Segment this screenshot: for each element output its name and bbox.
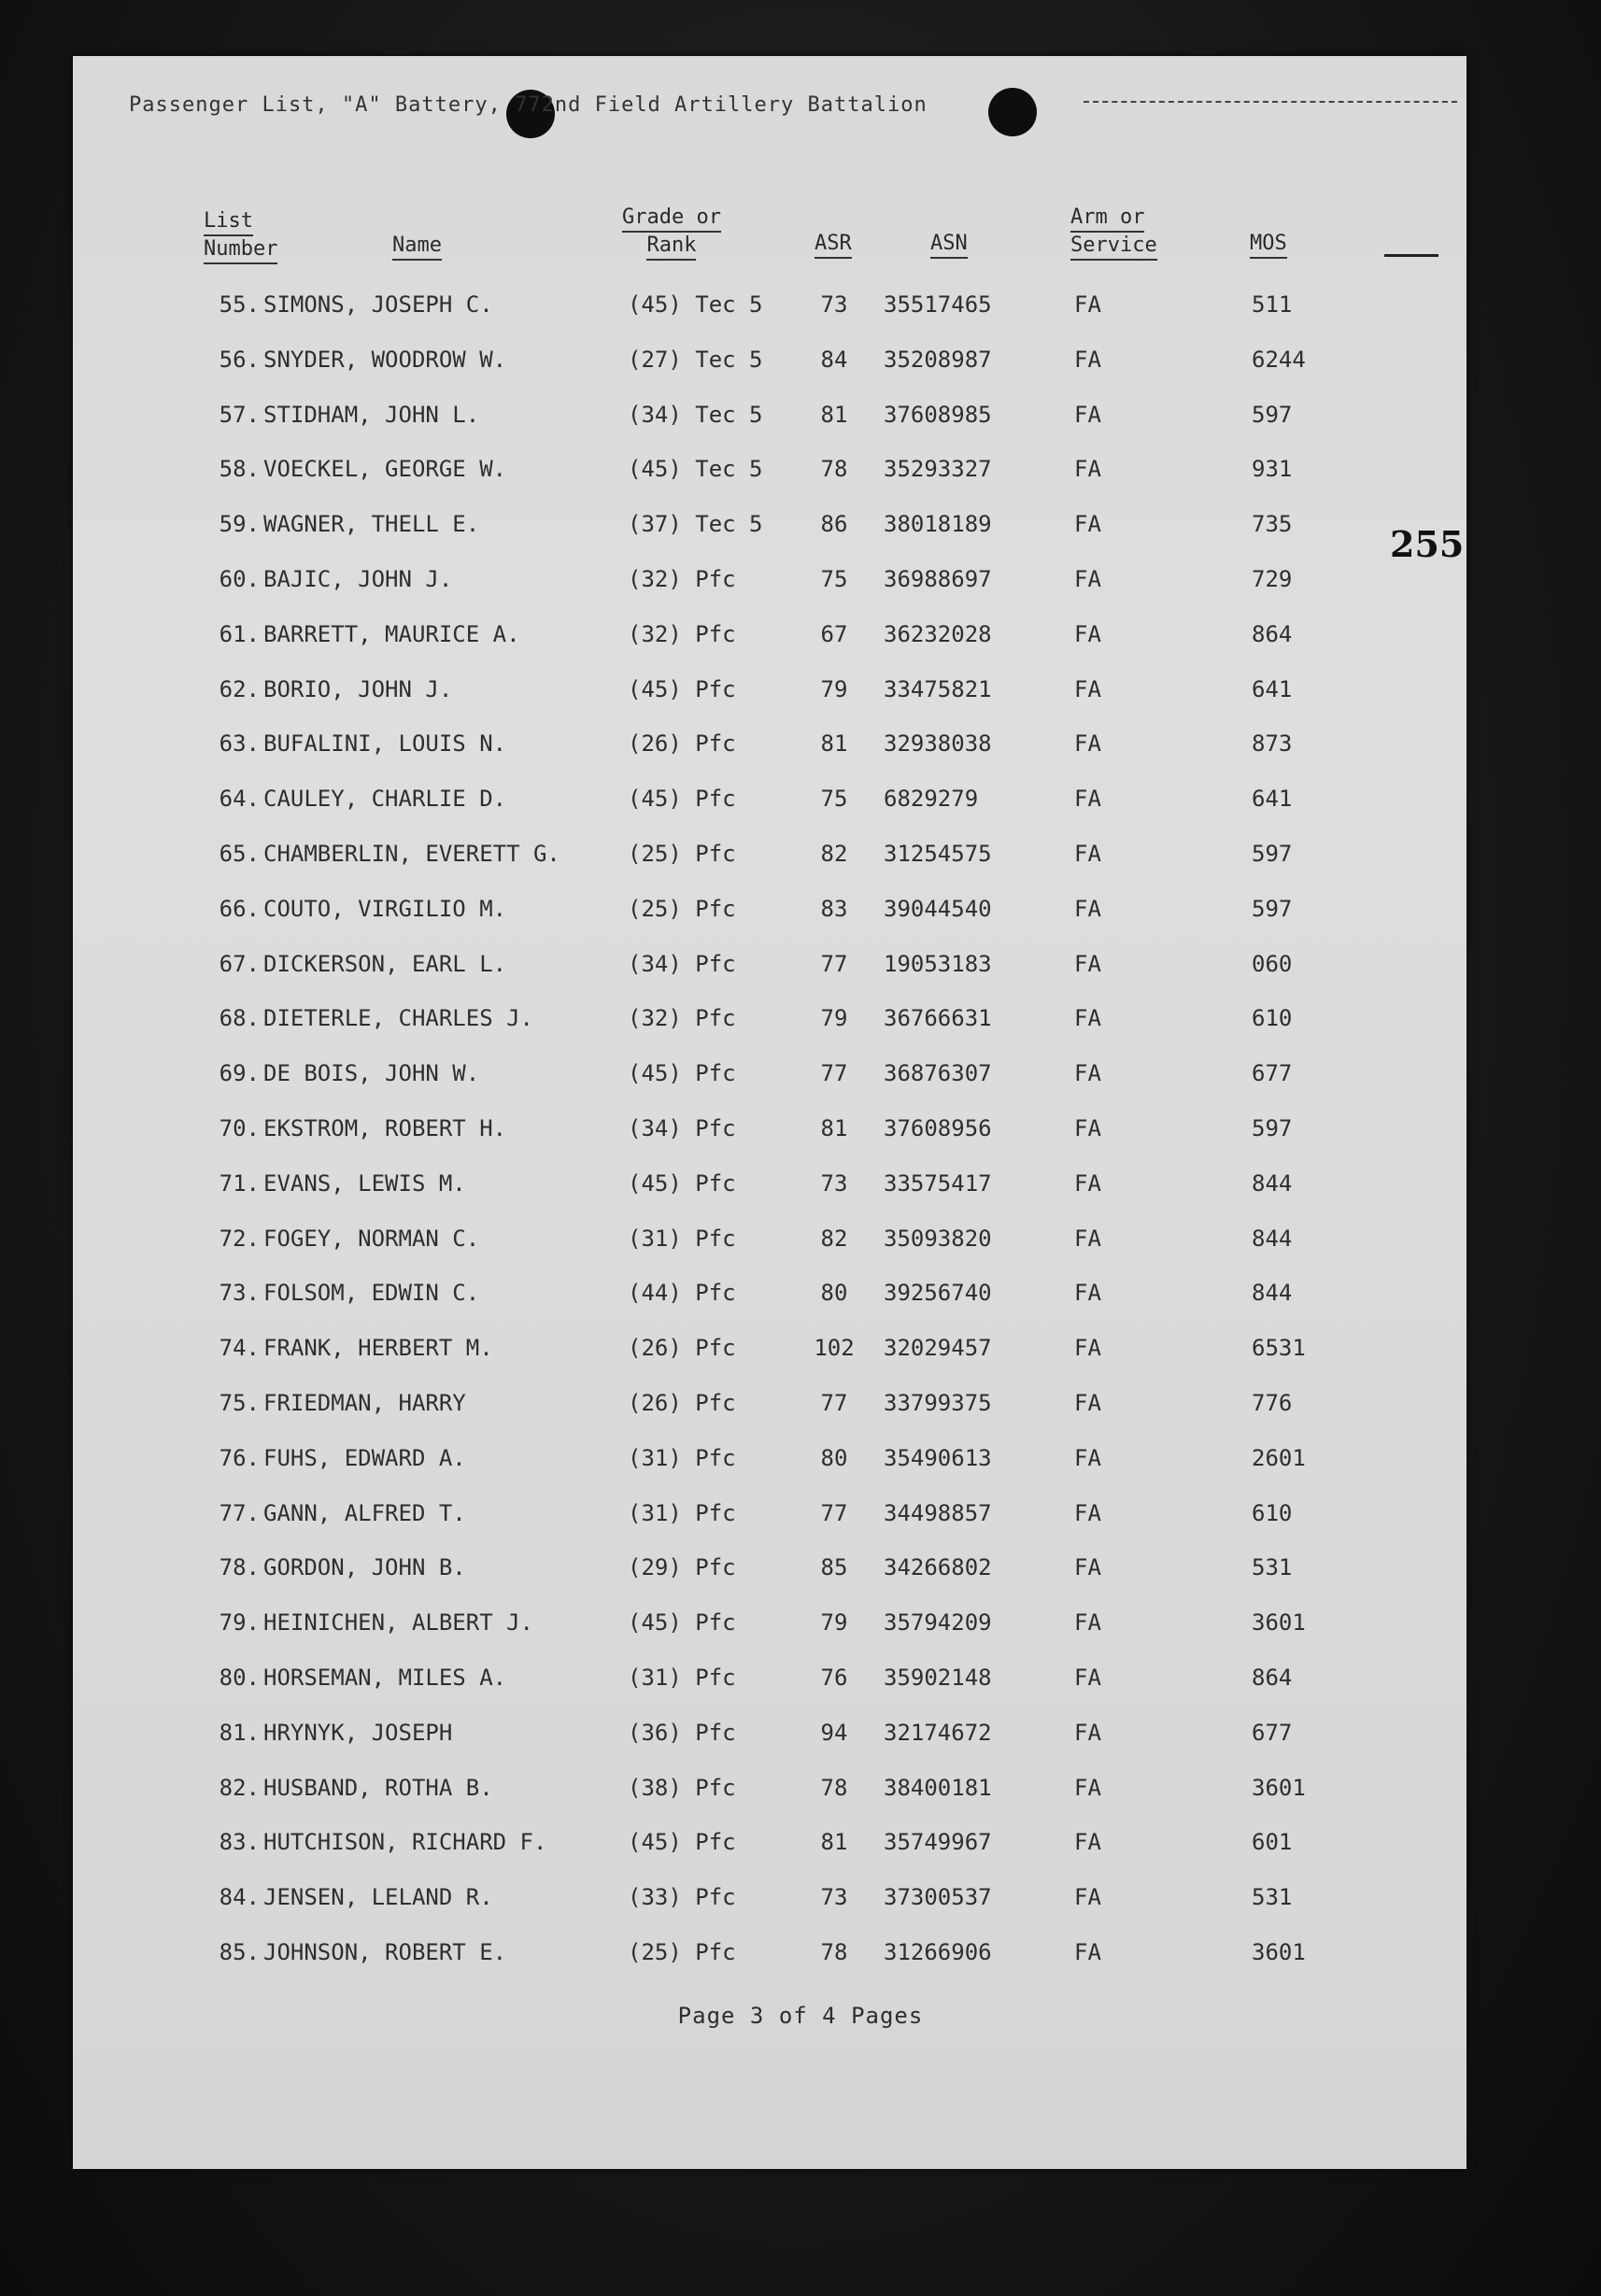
column-header-grade	[622, 204, 721, 260]
page-stamp-number: 255	[1390, 523, 1465, 565]
asr-cell: 78	[820, 1938, 848, 1965]
asn-cell: 35293327	[884, 456, 992, 483]
grade-cell: (31) Pfc	[628, 1444, 736, 1471]
name-cell: BARRETT, MAURICE A.	[263, 620, 520, 647]
grade-cell: (45) Pfc	[628, 675, 736, 702]
arm-cell: FA	[1074, 1554, 1101, 1581]
grade-cell: (31) Pfc	[628, 1225, 736, 1252]
asr-cell: 73	[820, 291, 848, 318]
asn-cell: 35517465	[884, 291, 992, 318]
arm-cell: FA	[1074, 786, 1101, 813]
grade-cell: (31) Pfc	[628, 1499, 736, 1526]
mos-cell: 601	[1252, 1829, 1293, 1856]
grade-cell: (45) Pfc	[628, 786, 736, 813]
mos-cell: 844	[1252, 1225, 1293, 1252]
grade-cell: (34) Tec 5	[628, 401, 763, 428]
name-cell: HRYNYK, JOSEPH	[263, 1719, 453, 1746]
page-footer: Page 3 of 4 Pages	[677, 2003, 924, 2029]
asn-cell: 6829279	[884, 786, 979, 813]
mos-cell: 776	[1252, 1389, 1293, 1416]
table-row	[0, 730, 1601, 786]
asn-cell: 35208987	[884, 346, 992, 373]
mos-cell: 597	[1252, 1114, 1293, 1141]
mos-cell: 641	[1252, 675, 1293, 702]
list-number-cell: 56.	[219, 346, 260, 373]
column-header-asr	[815, 230, 852, 258]
table-row	[0, 1829, 1601, 1884]
punch-hole-right	[988, 88, 1037, 136]
column-header-arm	[1070, 204, 1157, 260]
mos-cell: 060	[1252, 950, 1293, 977]
name-cell: HEINICHEN, ALBERT J.	[263, 1609, 533, 1637]
name-cell: FOLSOM, EDWIN C.	[263, 1280, 480, 1307]
asr-cell: 79	[820, 1005, 848, 1032]
name-cell: GANN, ALFRED T.	[263, 1499, 466, 1526]
asr-cell: 77	[820, 1389, 848, 1416]
mos-cell: 597	[1252, 401, 1293, 428]
mos-cell: 864	[1252, 1664, 1293, 1691]
arm-cell: FA	[1074, 1225, 1101, 1252]
asn-cell: 39256740	[884, 1280, 992, 1307]
grade-cell: (45) Tec 5	[628, 456, 763, 483]
asn-cell: 19053183	[884, 950, 992, 977]
list-number-cell: 65.	[219, 840, 260, 867]
name-cell: HUTCHISON, RICHARD F.	[263, 1829, 547, 1856]
table-row	[0, 1609, 1601, 1665]
name-cell: JENSEN, LELAND R.	[263, 1884, 493, 1911]
name-cell: CHAMBERLIN, EVERETT G.	[263, 840, 560, 867]
grade-cell: (34) Pfc	[628, 1114, 736, 1141]
list-number-cell: 57.	[219, 401, 260, 428]
list-number-cell: 84.	[219, 1884, 260, 1911]
grade-cell: (33) Pfc	[628, 1884, 736, 1911]
grade-cell: (25) Pfc	[628, 1938, 736, 1965]
asr-cell: 80	[820, 1280, 848, 1307]
asr-cell: 85	[820, 1554, 848, 1581]
name-cell: BUFALINI, LOUIS N.	[263, 730, 507, 758]
list-number-cell: 79.	[219, 1609, 260, 1637]
asr-cell: 75	[820, 565, 848, 592]
arm-cell: FA	[1074, 565, 1101, 592]
grade-cell: (44) Pfc	[628, 1280, 736, 1307]
asr-cell: 73	[820, 1884, 848, 1911]
list-number-cell: 55.	[219, 291, 260, 318]
arm-cell: FA	[1074, 511, 1101, 538]
mos-cell: 597	[1252, 895, 1293, 922]
arm-cell: FA	[1074, 1335, 1101, 1362]
list-number-cell: 59.	[219, 511, 260, 538]
name-cell: HUSBAND, ROTHA B.	[263, 1774, 493, 1801]
name-cell: DE BOIS, JOHN W.	[263, 1060, 480, 1087]
list-number-cell: 73.	[219, 1280, 260, 1307]
asr-cell: 102	[814, 1335, 855, 1362]
asn-cell: 33575417	[884, 1169, 992, 1197]
asr-cell: 84	[820, 346, 848, 373]
grade-cell: (25) Pfc	[628, 895, 736, 922]
table-row	[0, 621, 1601, 676]
table-row	[0, 511, 1601, 566]
mos-cell: 729	[1252, 565, 1293, 592]
asr-cell: 77	[820, 950, 848, 977]
table-row	[0, 566, 1601, 621]
name-cell: JOHNSON, ROBERT E.	[263, 1938, 507, 1965]
name-cell: BORIO, JOHN J.	[263, 675, 453, 702]
table-row	[0, 786, 1601, 841]
arm-cell: FA	[1074, 1280, 1101, 1307]
asn-cell: 35490613	[884, 1444, 992, 1471]
asn-cell: 35093820	[884, 1225, 992, 1252]
name-cell: FRANK, HERBERT M.	[263, 1335, 493, 1362]
header-dashed-line	[1084, 101, 1457, 103]
asn-cell: 35902148	[884, 1664, 992, 1691]
column-header-grade-text: Grade or Rank	[622, 206, 721, 261]
list-number-cell: 61.	[219, 620, 260, 647]
asr-cell: 79	[820, 675, 848, 702]
column-header-asn-text: ASN	[930, 232, 968, 259]
arm-cell: FA	[1074, 1169, 1101, 1197]
asn-cell: 35749967	[884, 1829, 992, 1856]
asr-cell: 77	[820, 1499, 848, 1526]
list-number-cell: 81.	[219, 1719, 260, 1746]
list-number-cell: 64.	[219, 786, 260, 813]
list-number-cell: 77.	[219, 1499, 260, 1526]
asr-cell: 78	[820, 1774, 848, 1801]
arm-cell: FA	[1074, 1829, 1101, 1856]
column-header-asn	[930, 230, 968, 258]
asn-cell: 32174672	[884, 1719, 992, 1746]
arm-cell: FA	[1074, 950, 1101, 977]
mos-cell: 531	[1252, 1884, 1293, 1911]
name-cell: HORSEMAN, MILES A.	[263, 1664, 507, 1691]
list-number-cell: 67.	[219, 950, 260, 977]
table-row	[0, 1884, 1601, 1939]
arm-cell: FA	[1074, 1609, 1101, 1637]
name-cell: FUHS, EDWARD A.	[263, 1444, 466, 1471]
grade-cell: (38) Pfc	[628, 1774, 736, 1801]
asn-cell: 36876307	[884, 1060, 992, 1087]
asr-cell: 81	[820, 1829, 848, 1856]
arm-cell: FA	[1074, 1664, 1101, 1691]
asr-cell: 82	[820, 1225, 848, 1252]
asr-cell: 75	[820, 786, 848, 813]
grade-cell: (45) Pfc	[628, 1829, 736, 1856]
grade-cell: (45) Pfc	[628, 1060, 736, 1087]
mos-cell: 3601	[1252, 1938, 1306, 1965]
asr-cell: 86	[820, 511, 848, 538]
arm-cell: FA	[1074, 1884, 1101, 1911]
list-number-cell: 80.	[219, 1664, 260, 1691]
asr-cell: 67	[820, 620, 848, 647]
table-row	[0, 347, 1601, 402]
grade-cell: (26) Pfc	[628, 1389, 736, 1416]
table-row	[0, 1445, 1601, 1500]
list-number-cell: 60.	[219, 565, 260, 592]
list-number-cell: 82.	[219, 1774, 260, 1801]
column-header-mos	[1250, 230, 1287, 258]
asn-cell: 32029457	[884, 1335, 992, 1362]
name-cell: SNYDER, WOODROW W.	[263, 346, 507, 373]
list-number-cell: 62.	[219, 675, 260, 702]
margin-arrow-mark	[1384, 254, 1438, 257]
column-header-list-number	[204, 207, 277, 263]
mos-cell: 2601	[1252, 1444, 1306, 1471]
asn-cell: 39044540	[884, 895, 992, 922]
name-cell: GORDON, JOHN B.	[263, 1554, 466, 1581]
grade-cell: (45) Pfc	[628, 1609, 736, 1637]
name-cell: SIMONS, JOSEPH C.	[263, 291, 493, 318]
column-header-list-number-text: List Number	[204, 209, 277, 264]
grade-cell: (26) Pfc	[628, 1335, 736, 1362]
asr-cell: 78	[820, 456, 848, 483]
list-number-cell: 70.	[219, 1114, 260, 1141]
name-cell: EVANS, LEWIS M.	[263, 1169, 466, 1197]
arm-cell: FA	[1074, 675, 1101, 702]
grade-cell: (32) Pfc	[628, 1005, 736, 1032]
table-row	[0, 1226, 1601, 1281]
asr-cell: 77	[820, 1060, 848, 1087]
grade-cell: (32) Pfc	[628, 565, 736, 592]
list-number-cell: 74.	[219, 1335, 260, 1362]
asn-cell: 37608985	[884, 401, 992, 428]
arm-cell: FA	[1074, 1060, 1101, 1087]
mos-cell: 641	[1252, 786, 1293, 813]
name-cell: BAJIC, JOHN J.	[263, 565, 453, 592]
arm-cell: FA	[1074, 840, 1101, 867]
table-row	[0, 896, 1601, 951]
asn-cell: 34266802	[884, 1554, 992, 1581]
table-row	[0, 1005, 1601, 1060]
table-row	[0, 1060, 1601, 1115]
arm-cell: FA	[1074, 346, 1101, 373]
name-cell: COUTO, VIRGILIO M.	[263, 895, 507, 922]
list-number-cell: 75.	[219, 1389, 260, 1416]
list-number-cell: 71.	[219, 1169, 260, 1197]
table-row	[0, 1390, 1601, 1445]
grade-cell: (32) Pfc	[628, 620, 736, 647]
arm-cell: FA	[1074, 401, 1101, 428]
list-number-cell: 83.	[219, 1829, 260, 1856]
name-cell: VOECKEL, GEORGE W.	[263, 456, 507, 483]
table-row	[0, 676, 1601, 731]
table-row	[0, 1775, 1601, 1830]
grade-cell: (31) Pfc	[628, 1664, 736, 1691]
column-header-asr-text: ASR	[815, 232, 852, 259]
name-cell: FOGEY, NORMAN C.	[263, 1225, 480, 1252]
arm-cell: FA	[1074, 620, 1101, 647]
table-row	[0, 1665, 1601, 1720]
table-row	[0, 1170, 1601, 1226]
list-number-cell: 85.	[219, 1938, 260, 1965]
list-number-cell: 69.	[219, 1060, 260, 1087]
arm-cell: FA	[1074, 1114, 1101, 1141]
table-row	[0, 291, 1601, 347]
mos-cell: 864	[1252, 620, 1293, 647]
arm-cell: FA	[1074, 1774, 1101, 1801]
table-row	[0, 1554, 1601, 1609]
table-row	[0, 951, 1601, 1006]
grade-cell: (27) Tec 5	[628, 346, 763, 373]
name-cell: CAULEY, CHARLIE D.	[263, 786, 507, 813]
mos-cell: 6531	[1252, 1335, 1306, 1362]
arm-cell: FA	[1074, 895, 1101, 922]
arm-cell: FA	[1074, 730, 1101, 758]
grade-cell: (36) Pfc	[628, 1719, 736, 1746]
mos-cell: 677	[1252, 1719, 1293, 1746]
asn-cell: 33799375	[884, 1389, 992, 1416]
asr-cell: 76	[820, 1664, 848, 1691]
asn-cell: 36232028	[884, 620, 992, 647]
arm-cell: FA	[1074, 1389, 1101, 1416]
asn-cell: 31266906	[884, 1938, 992, 1965]
mos-cell: 844	[1252, 1169, 1293, 1197]
mos-cell: 511	[1252, 291, 1293, 318]
document-header: Passenger List, "A" Battery, 772nd Field Artillery Battalion	[129, 93, 928, 117]
list-number-cell: 78.	[219, 1554, 260, 1581]
name-cell: DIETERLE, CHARLES J.	[263, 1005, 533, 1032]
list-number-cell: 66.	[219, 895, 260, 922]
list-number-cell: 63.	[219, 730, 260, 758]
mos-cell: 844	[1252, 1280, 1293, 1307]
asn-cell: 32938038	[884, 730, 992, 758]
asr-cell: 73	[820, 1169, 848, 1197]
mos-cell: 610	[1252, 1499, 1293, 1526]
arm-cell: FA	[1074, 1499, 1101, 1526]
grade-cell: (45) Tec 5	[628, 291, 763, 318]
table-row	[0, 1335, 1601, 1390]
arm-cell: FA	[1074, 1719, 1101, 1746]
list-number-cell: 68.	[219, 1005, 260, 1032]
list-number-cell: 76.	[219, 1444, 260, 1471]
grade-cell: (26) Pfc	[628, 730, 736, 758]
arm-cell: FA	[1074, 291, 1101, 318]
asr-cell: 81	[820, 1114, 848, 1141]
asn-cell: 36766631	[884, 1005, 992, 1032]
name-cell: FRIEDMAN, HARRY	[263, 1389, 466, 1416]
asn-cell: 38400181	[884, 1774, 992, 1801]
grade-cell: (37) Tec 5	[628, 511, 763, 538]
grade-cell: (25) Pfc	[628, 840, 736, 867]
table-row	[0, 1500, 1601, 1555]
grade-cell: (29) Pfc	[628, 1554, 736, 1581]
asn-cell: 37300537	[884, 1884, 992, 1911]
mos-cell: 931	[1252, 456, 1293, 483]
mos-cell: 597	[1252, 840, 1293, 867]
asr-cell: 82	[820, 840, 848, 867]
asn-cell: 33475821	[884, 675, 992, 702]
asn-cell: 38018189	[884, 511, 992, 538]
column-header-arm-text: Arm or Service	[1070, 206, 1157, 261]
arm-cell: FA	[1074, 1938, 1101, 1965]
table-row	[0, 456, 1601, 511]
column-header-name-text: Name	[392, 234, 442, 261]
column-header-mos-text: MOS	[1250, 232, 1287, 259]
mos-cell: 735	[1252, 511, 1293, 538]
asn-cell: 36988697	[884, 565, 992, 592]
name-cell: EKSTROM, ROBERT H.	[263, 1114, 507, 1141]
mos-cell: 3601	[1252, 1774, 1306, 1801]
arm-cell: FA	[1074, 1005, 1101, 1032]
mos-cell: 531	[1252, 1554, 1293, 1581]
table-row	[0, 402, 1601, 457]
mos-cell: 3601	[1252, 1609, 1306, 1637]
name-cell: STIDHAM, JOHN L.	[263, 401, 480, 428]
asn-cell: 35794209	[884, 1609, 992, 1637]
asr-cell: 94	[820, 1719, 848, 1746]
list-number-cell: 72.	[219, 1225, 260, 1252]
asr-cell: 81	[820, 730, 848, 758]
grade-cell: (34) Pfc	[628, 950, 736, 977]
passenger-list-table	[0, 291, 1601, 1994]
arm-cell: FA	[1074, 456, 1101, 483]
table-row	[0, 1720, 1601, 1775]
asr-cell: 83	[820, 895, 848, 922]
list-number-cell: 58.	[219, 456, 260, 483]
mos-cell: 6244	[1252, 346, 1306, 373]
asn-cell: 31254575	[884, 840, 992, 867]
column-header-name	[392, 232, 442, 260]
asn-cell: 37608956	[884, 1114, 992, 1141]
grade-cell: (45) Pfc	[628, 1169, 736, 1197]
table-row	[0, 841, 1601, 896]
mos-cell: 677	[1252, 1060, 1293, 1087]
table-row	[0, 1115, 1601, 1170]
mos-cell: 610	[1252, 1005, 1293, 1032]
name-cell: DICKERSON, EARL L.	[263, 950, 507, 977]
arm-cell: FA	[1074, 1444, 1101, 1471]
table-row	[0, 1280, 1601, 1335]
name-cell: WAGNER, THELL E.	[263, 511, 480, 538]
asr-cell: 80	[820, 1444, 848, 1471]
asr-cell: 79	[820, 1609, 848, 1637]
asn-cell: 34498857	[884, 1499, 992, 1526]
table-row	[0, 1939, 1601, 1994]
asr-cell: 81	[820, 401, 848, 428]
mos-cell: 873	[1252, 730, 1293, 758]
